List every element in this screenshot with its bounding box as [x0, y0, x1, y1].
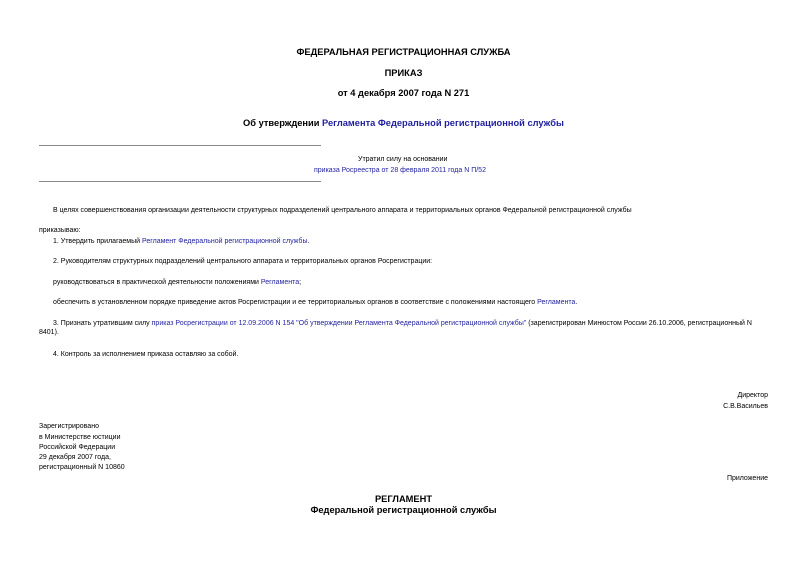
appendix-label: Приложение	[726, 475, 768, 482]
registration-line-5: регистрационный N 10860	[39, 464, 125, 471]
signature-position: Директор	[737, 392, 768, 399]
registration-line-3: Российской Федерации	[39, 444, 116, 451]
regulation-link-2[interactable]: Регламента	[260, 279, 300, 286]
regulation-title-link[interactable]: Регламента Федеральной регистрационной службы	[322, 118, 564, 128]
item-4: 4. Контроль за исполнением приказа оставляю за собой.	[53, 351, 239, 358]
item-2b-suffix: .	[575, 299, 578, 306]
registration-line-2: в Министерстве юстиции	[39, 434, 121, 441]
item-2b-prefix: обеспечить в установленном порядке приведение актов Росрегистрации и ее территориальных органов в соответствие с положениями настоящего	[53, 299, 538, 306]
item-2: 2. Руководителям структурных подразделений центрального аппарата и территориальных органов Росрегистрации:	[53, 258, 433, 265]
signature-name: С.В.Васильев	[723, 403, 768, 410]
notice-bottom-divider	[39, 181, 321, 182]
repeal-notice-text: Утратил силу на основании	[358, 156, 448, 163]
item-2a-prefix: руководствоваться в практической деятельности положениями	[53, 279, 261, 286]
item-1-suffix: .	[307, 238, 310, 245]
item-2a-suffix: ;	[299, 279, 302, 286]
item-3-suffix: (зарегистрирован Минюстом России 26.10.2006, регистрационный N 8401).	[39, 320, 752, 336]
doc-title-prefix: Об утверждении	[243, 118, 323, 128]
regulation-link-3[interactable]: Регламента	[537, 299, 576, 306]
item-1	[53, 237, 309, 246]
repeal-order-link[interactable]: приказа Росреестра от 28 февраля 2011 года N П/52	[314, 167, 486, 174]
registration-line-1: Зарегистрировано	[39, 423, 99, 430]
intro-paragraph: В целях совершенствования организации деятельности структурных подразделений центрального аппарата и территориальных органов Федеральной регистрационной службы	[53, 207, 632, 214]
agency-name: ФЕДЕРАЛЬНАЯ РЕГИСТРАЦИОННАЯ СЛУЖБА	[296, 47, 511, 57]
appendix-subtitle: Федеральной регистрационной службы	[310, 505, 497, 515]
doc-title	[0, 118, 807, 128]
notice-top-divider	[39, 145, 321, 146]
order-word: приказываю:	[39, 227, 81, 234]
doc-date: от 4 декабря 2007 года N 271	[337, 88, 470, 98]
item-2b	[53, 298, 577, 307]
item-3	[39, 319, 770, 337]
item-1-prefix: 1. Утвердить прилагаемый	[53, 238, 142, 245]
repealed-order-link[interactable]: приказ Росрегистрации от 12.09.2006 N 154 "Об утверждении Регламента Федеральной регистрационной службы"	[151, 320, 527, 327]
item-2a	[53, 278, 301, 287]
regulation-link[interactable]: Регламент Федеральной регистрационной службы	[141, 238, 308, 245]
doc-type: ПРИКАЗ	[384, 68, 423, 78]
item-3-prefix: 3. Признать утратившим силу	[53, 320, 152, 327]
registration-line-4: 29 декабря 2007 года,	[39, 454, 111, 461]
appendix-title: РЕГЛАМЕНТ	[374, 494, 433, 504]
